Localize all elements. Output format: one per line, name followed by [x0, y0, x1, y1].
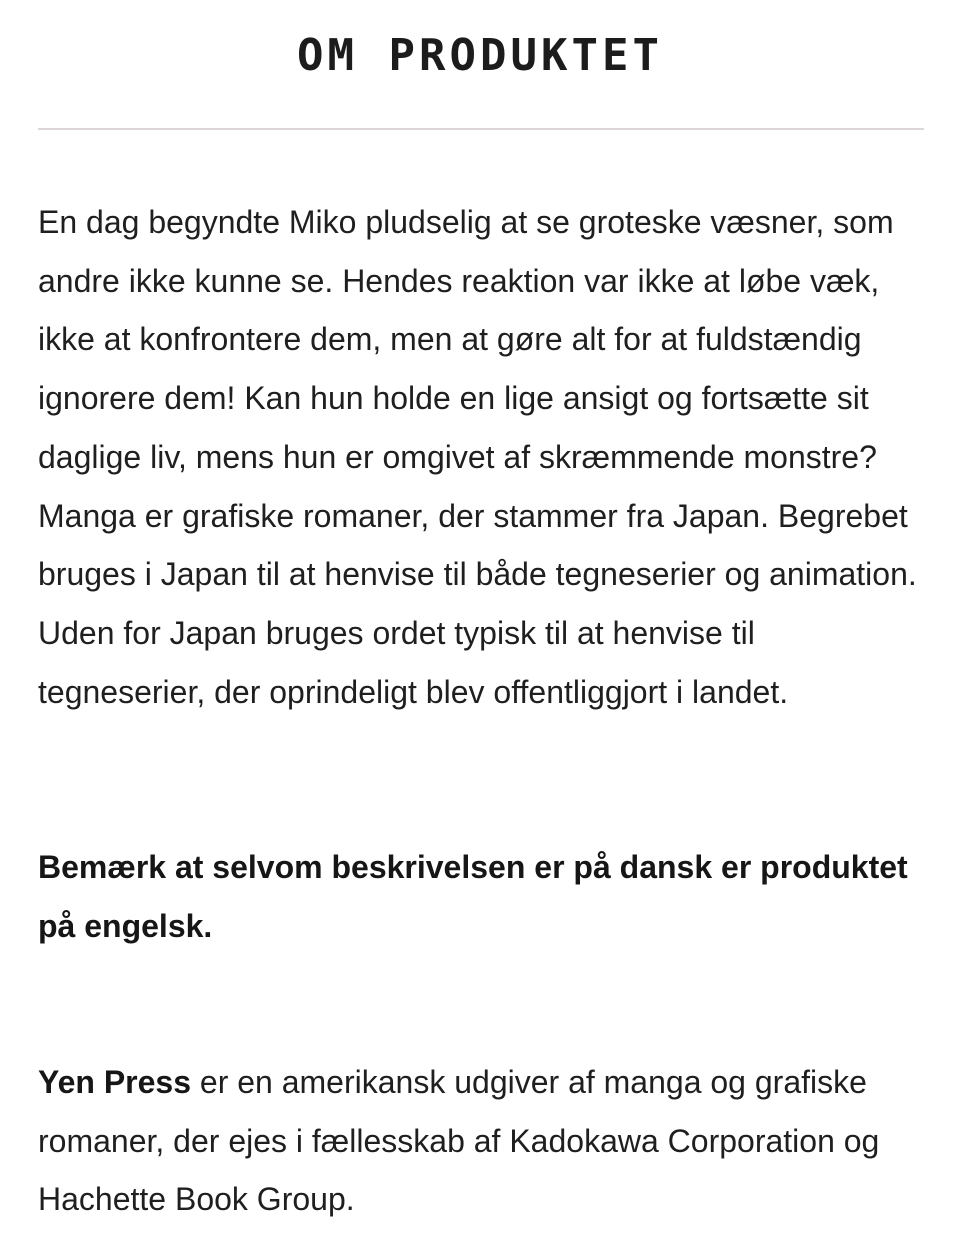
section-title: OM PRODUKTET: [297, 30, 663, 81]
product-description: En dag begyndte Miko pludselig at se groteske væsner, som andre ikke kunne se. Hendes reaktion var ikke at løbe væk, ikke at konfrontere dem, men at gøre alt for at fuldstændig ignorere dem! Kan hun holde en lige ansigt og fortsætte sit daglige liv, mens hun er omgivet af skræmmende monstre? Manga er grafiske romaner, der stammer fra Japan. Begrebet bruges i Japan til at henvise til både tegneserier og animation. Uden for Japan bruges ordet typisk til at henvise til tegneserier, der oprindeligt blev offentliggjort i landet.: [38, 204, 917, 710]
publisher-info: [38, 1053, 928, 1229]
publisher-description: er en amerikansk udgiver af manga og grafiske romaner, der ejes i fællesskab af Kadokawa Corporation og Hachette Book Group.: [38, 1064, 880, 1218]
publisher-name: Yen Press: [38, 1064, 191, 1100]
language-notice: Bemærk at selvom beskrivelsen er på dansk er produktet på engelsk.: [38, 849, 908, 944]
title-divider: [38, 128, 924, 130]
